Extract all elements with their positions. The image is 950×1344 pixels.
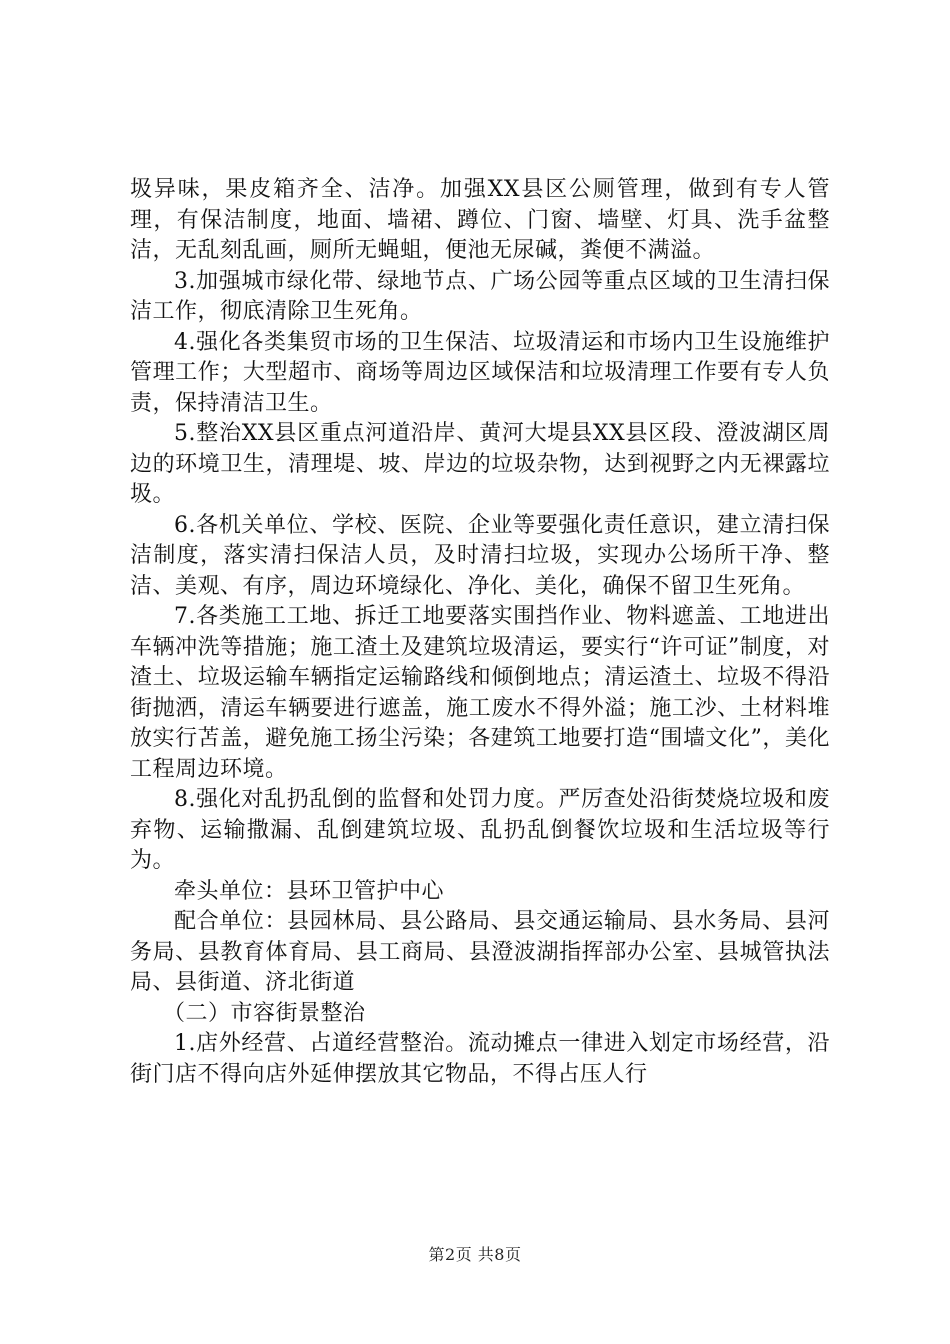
paragraph-continuation: 圾异味，果皮箱齐全、洁净。加强XX县区公厕管理，做到有专人管理，有保洁制度，地面、墙裙、蹲位、门窗、墙壁、灯具、洗手盆整洁，无乱刻乱画，厕所无蝇蛆，便池无尿碱，粪便不满溢。 [130, 177, 830, 263]
paragraph-item-8: 8.强化对乱扔乱倒的监督和处罚力度。严厉查处沿街焚烧垃圾和废弃物、运输撒漏、乱倒建筑垃圾、乱扔乱倒餐饮垃圾和生活垃圾等行为。 [130, 787, 830, 873]
paragraph-item-5: 5.整治XX县区重点河道沿岸、黄河大堤县XX县区段、澄波湖区周边的环境卫生，清理堤、坡、岸边的垃圾杂物，达到视野之内无裸露垃圾。 [130, 421, 830, 507]
paragraph-cooperating-units: 配合单位：县园林局、县公路局、县交通运输局、县水务局、县河务局、县教育体育局、县工商局、县澄波湖指挥部办公室、县城管执法局、县街道、济北街道 [130, 909, 830, 995]
document-body [130, 175, 830, 1090]
section-heading-market-street: （二）市容街景整治 [163, 1000, 366, 1026]
paragraph-item-7: 7.各类施工工地、拆迁工地要落实围挡作业、物料遮盖、工地进出车辆冲洗等措施；施工渣土及建筑垃圾清运，要实行“许可证”制度，对渣土、垃圾运输车辆指定运输路线和倾倒地点；清运渣土、垃圾不得沿街抛洒，清运车辆要进行遮盖，施工废水不得外溢；施工沙、土材料堆放实行苫盖，避免施工扬尘污染；各建筑工地要打造“围墙文化”，美化工程周边环境。 [130, 604, 830, 782]
paragraph-item-3: 3.加强城市绿化带、绿地节点、广场公园等重点区域的卫生清扫保洁工作，彻底清除卫生死角。 [130, 268, 830, 324]
paragraph-item-4: 4.强化各类集贸市场的卫生保洁、垃圾清运和市场内卫生设施维护管理工作；大型超市、商场等周边区域保洁和垃圾清理工作要有专人负责，保持清洁卫生。 [130, 329, 830, 416]
paragraph-lead-unit: 牵头单位：县环卫管护中心 [174, 878, 445, 904]
paragraph-item-6: 6.各机关单位、学校、医院、企业等要强化责任意识，建立清扫保洁制度，落实清扫保洁人员，及时清扫垃圾，实现办公场所干净、整洁、美观、有序，周边环境绿化、净化、美化，确保不留卫生死角。 [130, 512, 830, 599]
paragraph-section-2-item-1: 1.店外经营、占道经营整治。流动摊点一律进入划定市场经营，沿街门店不得向店外延伸摆放其它物品，不得占压人行 [130, 1031, 830, 1087]
page-number-footer: 第2页 共8页 [428, 1245, 522, 1264]
